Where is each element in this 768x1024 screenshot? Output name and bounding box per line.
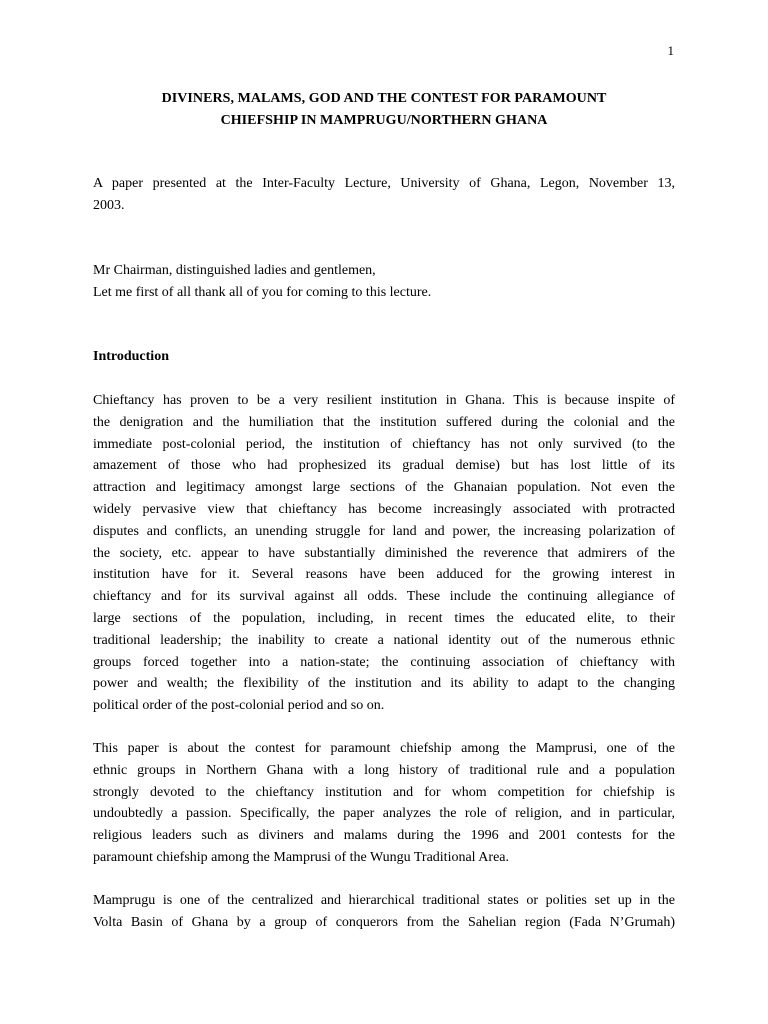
paragraph-line: groups forced together into a nation-state; the continuing association of chieftancy with [93,654,675,670]
paragraph-line: political order of the post-colonial period and so on. [93,698,385,714]
paper-title [93,88,675,131]
paragraph-line: paramount chiefship among the Mamprusi of the Wungu Traditional Area. [93,849,509,865]
salutation-line-2: Let me first of all thank all of you for coming to this lecture. [93,284,432,300]
paragraph-line: Mamprugu is one of the centralized and hierarchical traditional states or polities set up in the [93,893,675,908]
paragraph-line: large sections of the population, including, in recent times the educated elite, to their [93,610,675,626]
page-number: 1 [667,43,674,58]
paragraph-line: ethnic groups in Northern Ghana with a long history of traditional rule and a population [93,762,675,778]
paragraph-line: traditional leadership; the inability to create a national identity out of the numerous ethnic [93,632,675,648]
paragraph-line: institution have for it. Several reasons have been adduced for the growing interest in [93,567,675,583]
paragraph-line: immediate post-colonial period, the institution of chieftancy has not only survived (to the [93,436,675,452]
paragraph-line: widely pervasive view that chieftancy has become increasingly associated with protracted [93,501,675,517]
paragraph-2 [93,738,675,869]
salutation-line-1: Mr Chairman, distinguished ladies and gentlemen, [93,263,376,278]
paragraph-line: undoubtedly a passion. Specifically, the paper analyzes the role of religion, and in particular, [93,806,675,822]
presentation-note-line-1: A paper presented at the Inter-Faculty Lecture, University of Ghana, Legon, November 13, [93,176,675,191]
section-heading: Introduction [93,349,169,364]
presentation-note [93,173,675,217]
title-line-2: CHIEFSHIP IN MAMPRUGU/NORTHERN GHANA [220,112,548,128]
paragraph-line: the society, etc. appear to have substantially diminished the reverence that admirers of the [93,545,675,561]
paragraph-line: strongly devoted to the chieftancy institution and for whom competition for chiefship is [93,784,675,800]
paragraph-line: Chieftancy has proven to be a very resilient institution in Ghana. This is because inspite of [93,393,675,408]
paragraph-1 [93,390,675,717]
paragraph-line: attraction and legitimacy amongst large sections of the Ghanaian population. Not even the [93,480,675,496]
paragraph-line: power and wealth; the flexibility of the institution and its ability to adapt to the changing [93,676,675,692]
presentation-note-line-2: 2003. [93,197,125,213]
title-line-1: DIVINERS, MALAMS, GOD AND THE CONTEST FOR PARAMOUNT [161,91,607,106]
salutation [93,260,675,304]
paragraph-line: the denigration and the humiliation that the institution suffered during the colonial and the [93,414,675,430]
paragraph-line: amazement of those who had prophesized its gradual demise) but has lost little of its [93,458,675,474]
paragraph-line: religious leaders such as diviners and malams during the 1996 and 2001 contests for the [93,828,675,844]
paragraph-line: chieftancy and for its survival against all odds. These include the continuing allegiance of [93,589,675,605]
paragraph-line: Volta Basin of Ghana by a group of conquerors from the Sahelian region (Fada N’Grumah) [93,914,675,930]
paragraph-line: This paper is about the contest for paramount chiefship among the Mamprusi, one of the [93,741,675,756]
paragraph-3 [93,890,675,934]
paragraph-line: disputes and conflicts, an unending struggle for land and power, the increasing polarization of [93,523,675,539]
